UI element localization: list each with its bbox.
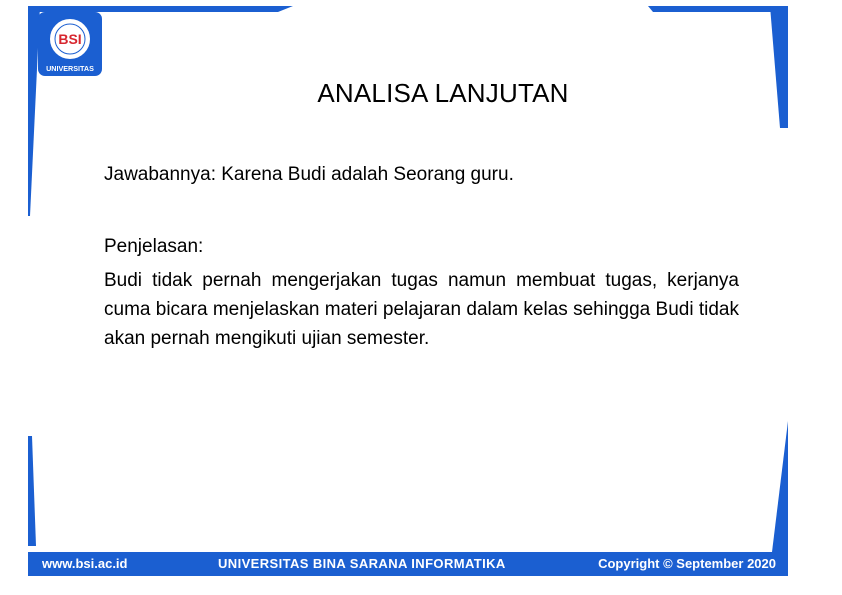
footer-institution: UNIVERSITAS BINA SARANA INFORMATIKA bbox=[218, 556, 506, 571]
answer-text: Jawabannya: Karena Budi adalah Seorang guru. bbox=[104, 164, 514, 185]
svg-text:UNIVERSITAS: UNIVERSITAS bbox=[46, 64, 94, 73]
explanation-paragraph: Budi tidak pernah mengerjakan tugas namun membuat tugas, kerjanya cuma bicara menjelaskan materi pelajaran dalam kelas sehingga Budi tidak akan pernah mengikuti ujian semester. bbox=[104, 270, 739, 349]
slide-title: ANALISA LANJUTAN bbox=[317, 78, 569, 108]
svg-text:BSI: BSI bbox=[58, 31, 82, 47]
explanation-label: Penjelasan: bbox=[104, 236, 204, 257]
university-logo bbox=[38, 12, 102, 76]
slide bbox=[28, 6, 788, 576]
footer-copyright: Copyright © September 2020 bbox=[598, 556, 776, 571]
footer-bar bbox=[28, 552, 788, 576]
footer-website-link[interactable]: www.bsi.ac.id bbox=[42, 556, 128, 571]
